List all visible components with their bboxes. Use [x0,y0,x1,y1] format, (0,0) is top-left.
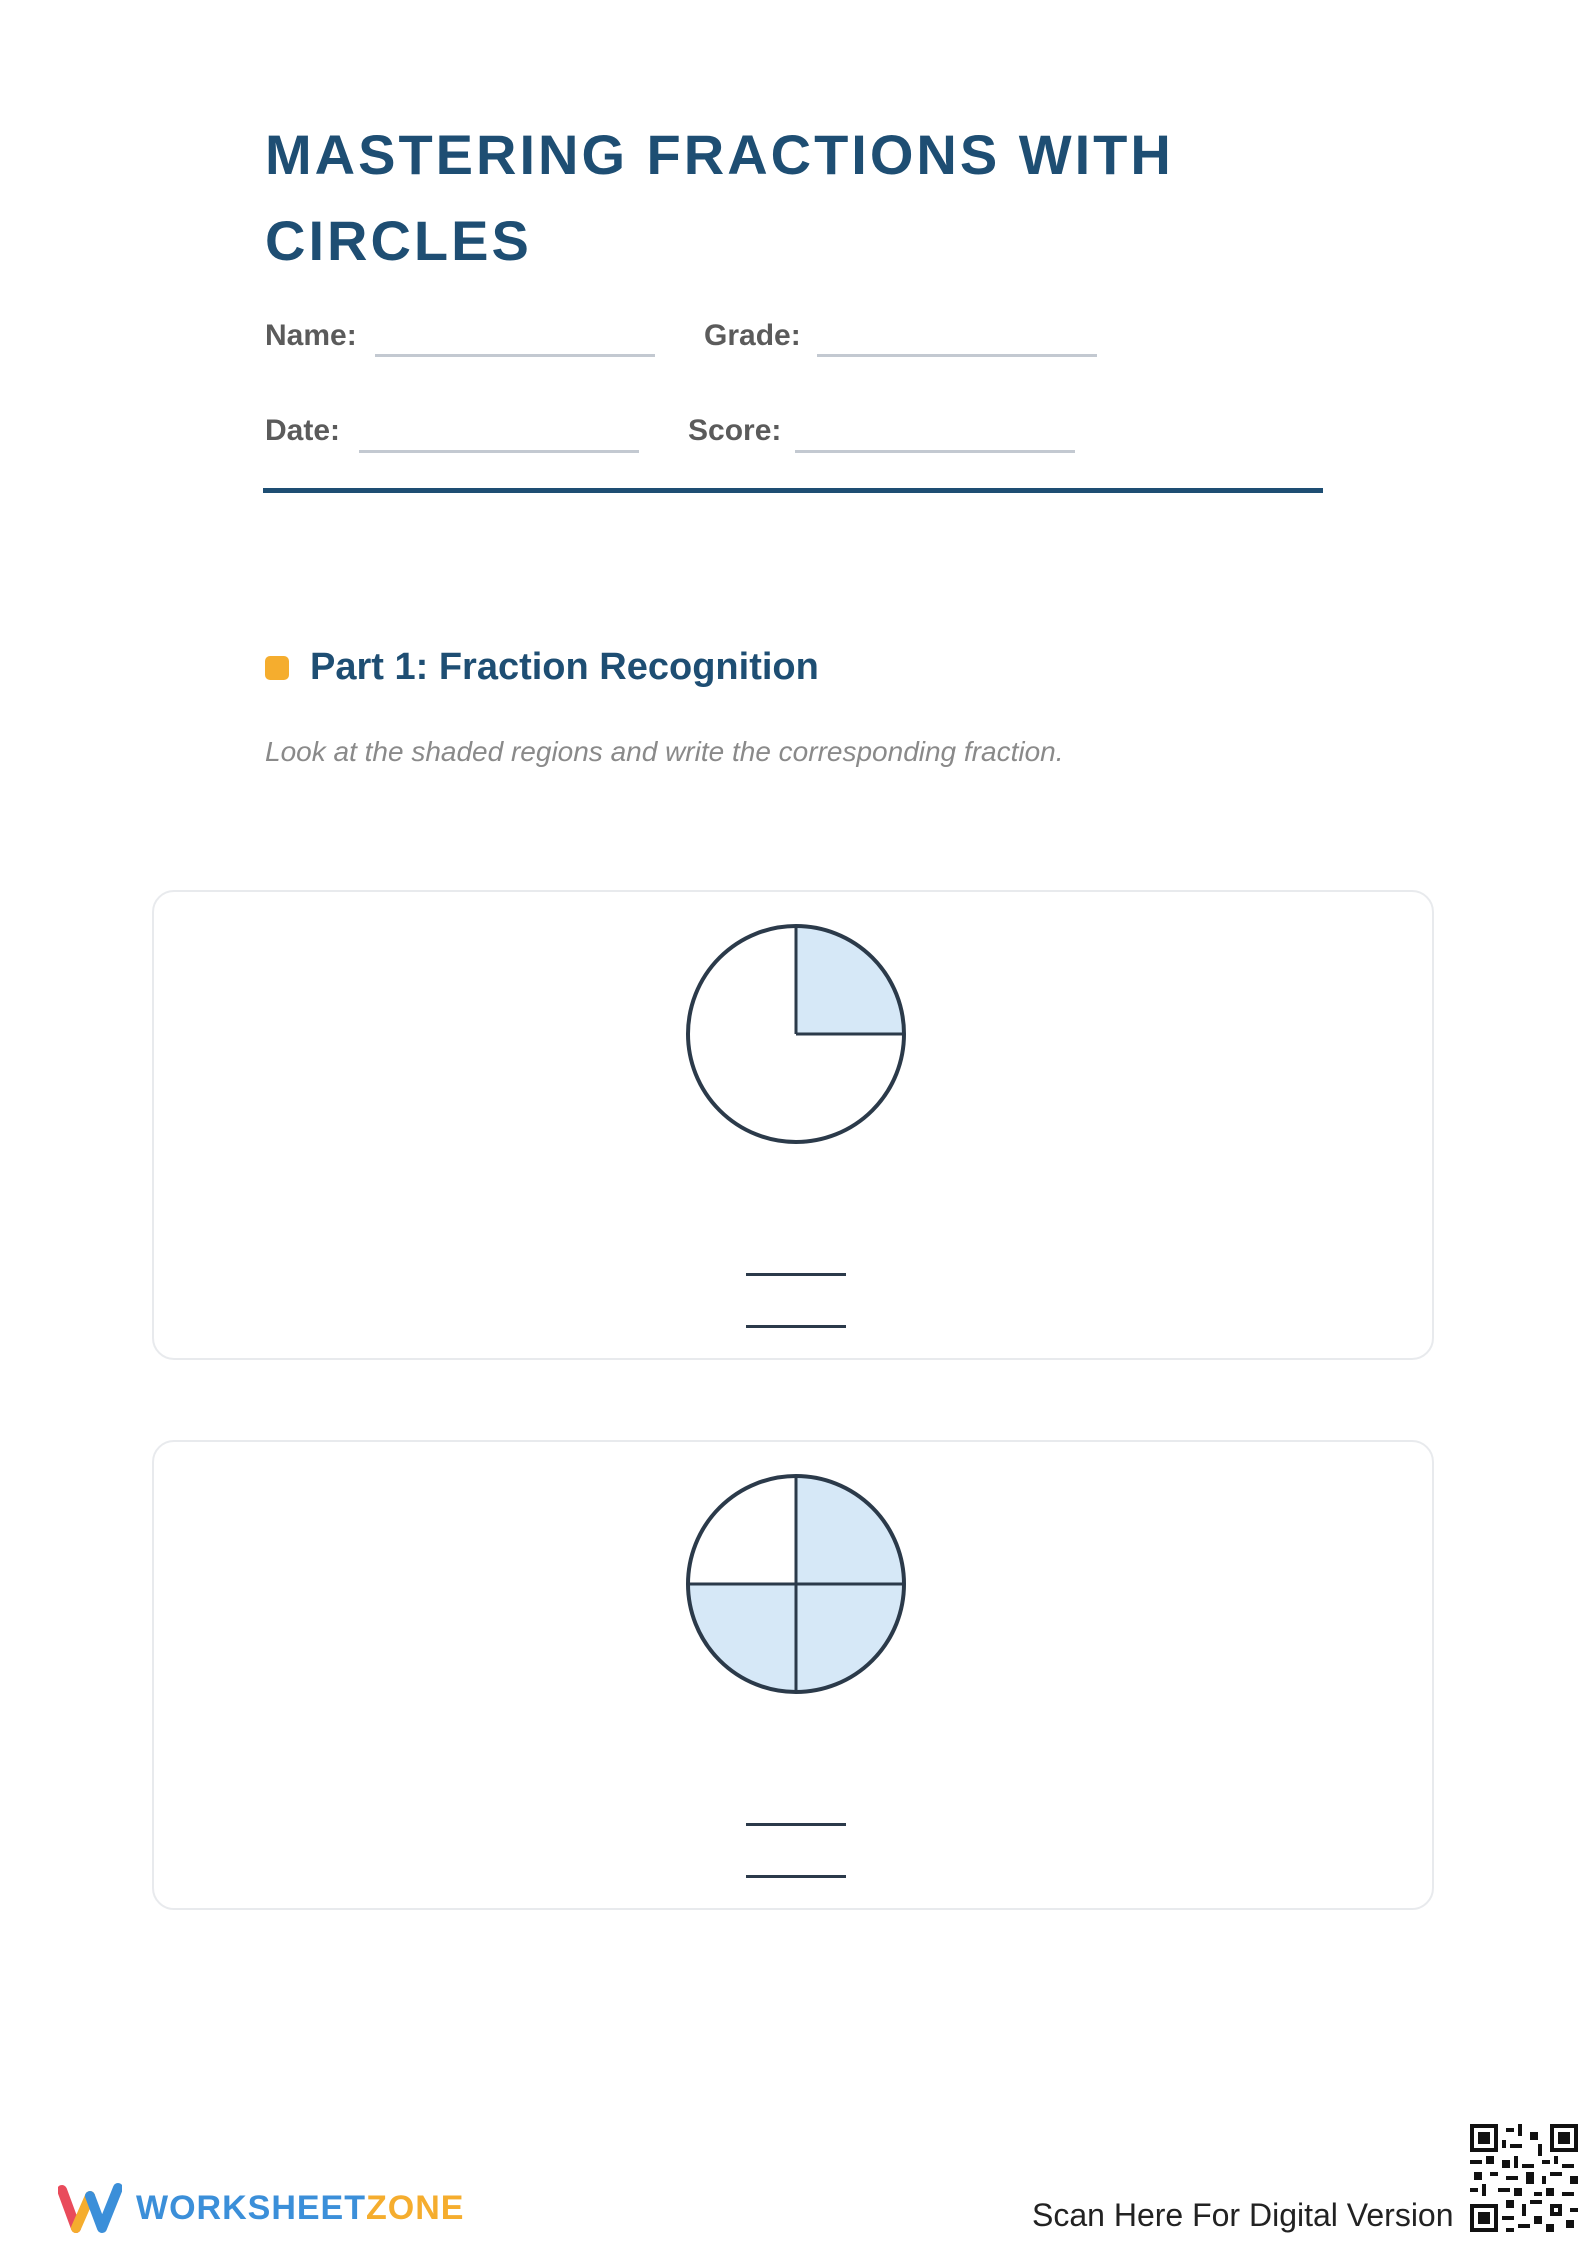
grade-field[interactable] [817,354,1097,357]
date-field[interactable] [359,450,639,453]
score-field[interactable] [795,450,1075,453]
denominator-answer-line[interactable] [746,1875,846,1878]
grade-label: Grade: [704,319,801,352]
numerator-answer-line[interactable] [746,1823,846,1826]
denominator-answer-line[interactable] [746,1325,846,1328]
problem-card [152,890,1434,1360]
page-title: MASTERING FRACTIONS WITH CIRCLES [265,123,1174,272]
section-title: Part 1: Fraction Recognition [310,646,819,688]
section-bullet-icon [265,656,289,680]
brand-name-zone: ZONE [366,2188,465,2227]
problem-card [152,1440,1434,1910]
instructions: Look at the shaded regions and write the corresponding fraction. [265,736,1064,767]
name-label: Name: [265,319,357,352]
brand-logo [58,2180,464,2236]
qr-code-icon[interactable] [1470,2124,1578,2232]
name-field[interactable] [375,354,655,357]
brand-name-worksheet: WORKSHEET [136,2188,366,2227]
fraction-circle-3-of-4 [684,1472,908,1696]
worksheetzone-logo-icon [58,2182,122,2234]
scan-caption: Scan Here For Digital Version [1032,2197,1454,2233]
date-label: Date: [265,414,341,447]
numerator-answer-line[interactable] [746,1273,846,1276]
score-label: Score: [688,414,782,447]
header-divider [263,488,1323,493]
fraction-circle-1-of-4 [684,922,908,1146]
